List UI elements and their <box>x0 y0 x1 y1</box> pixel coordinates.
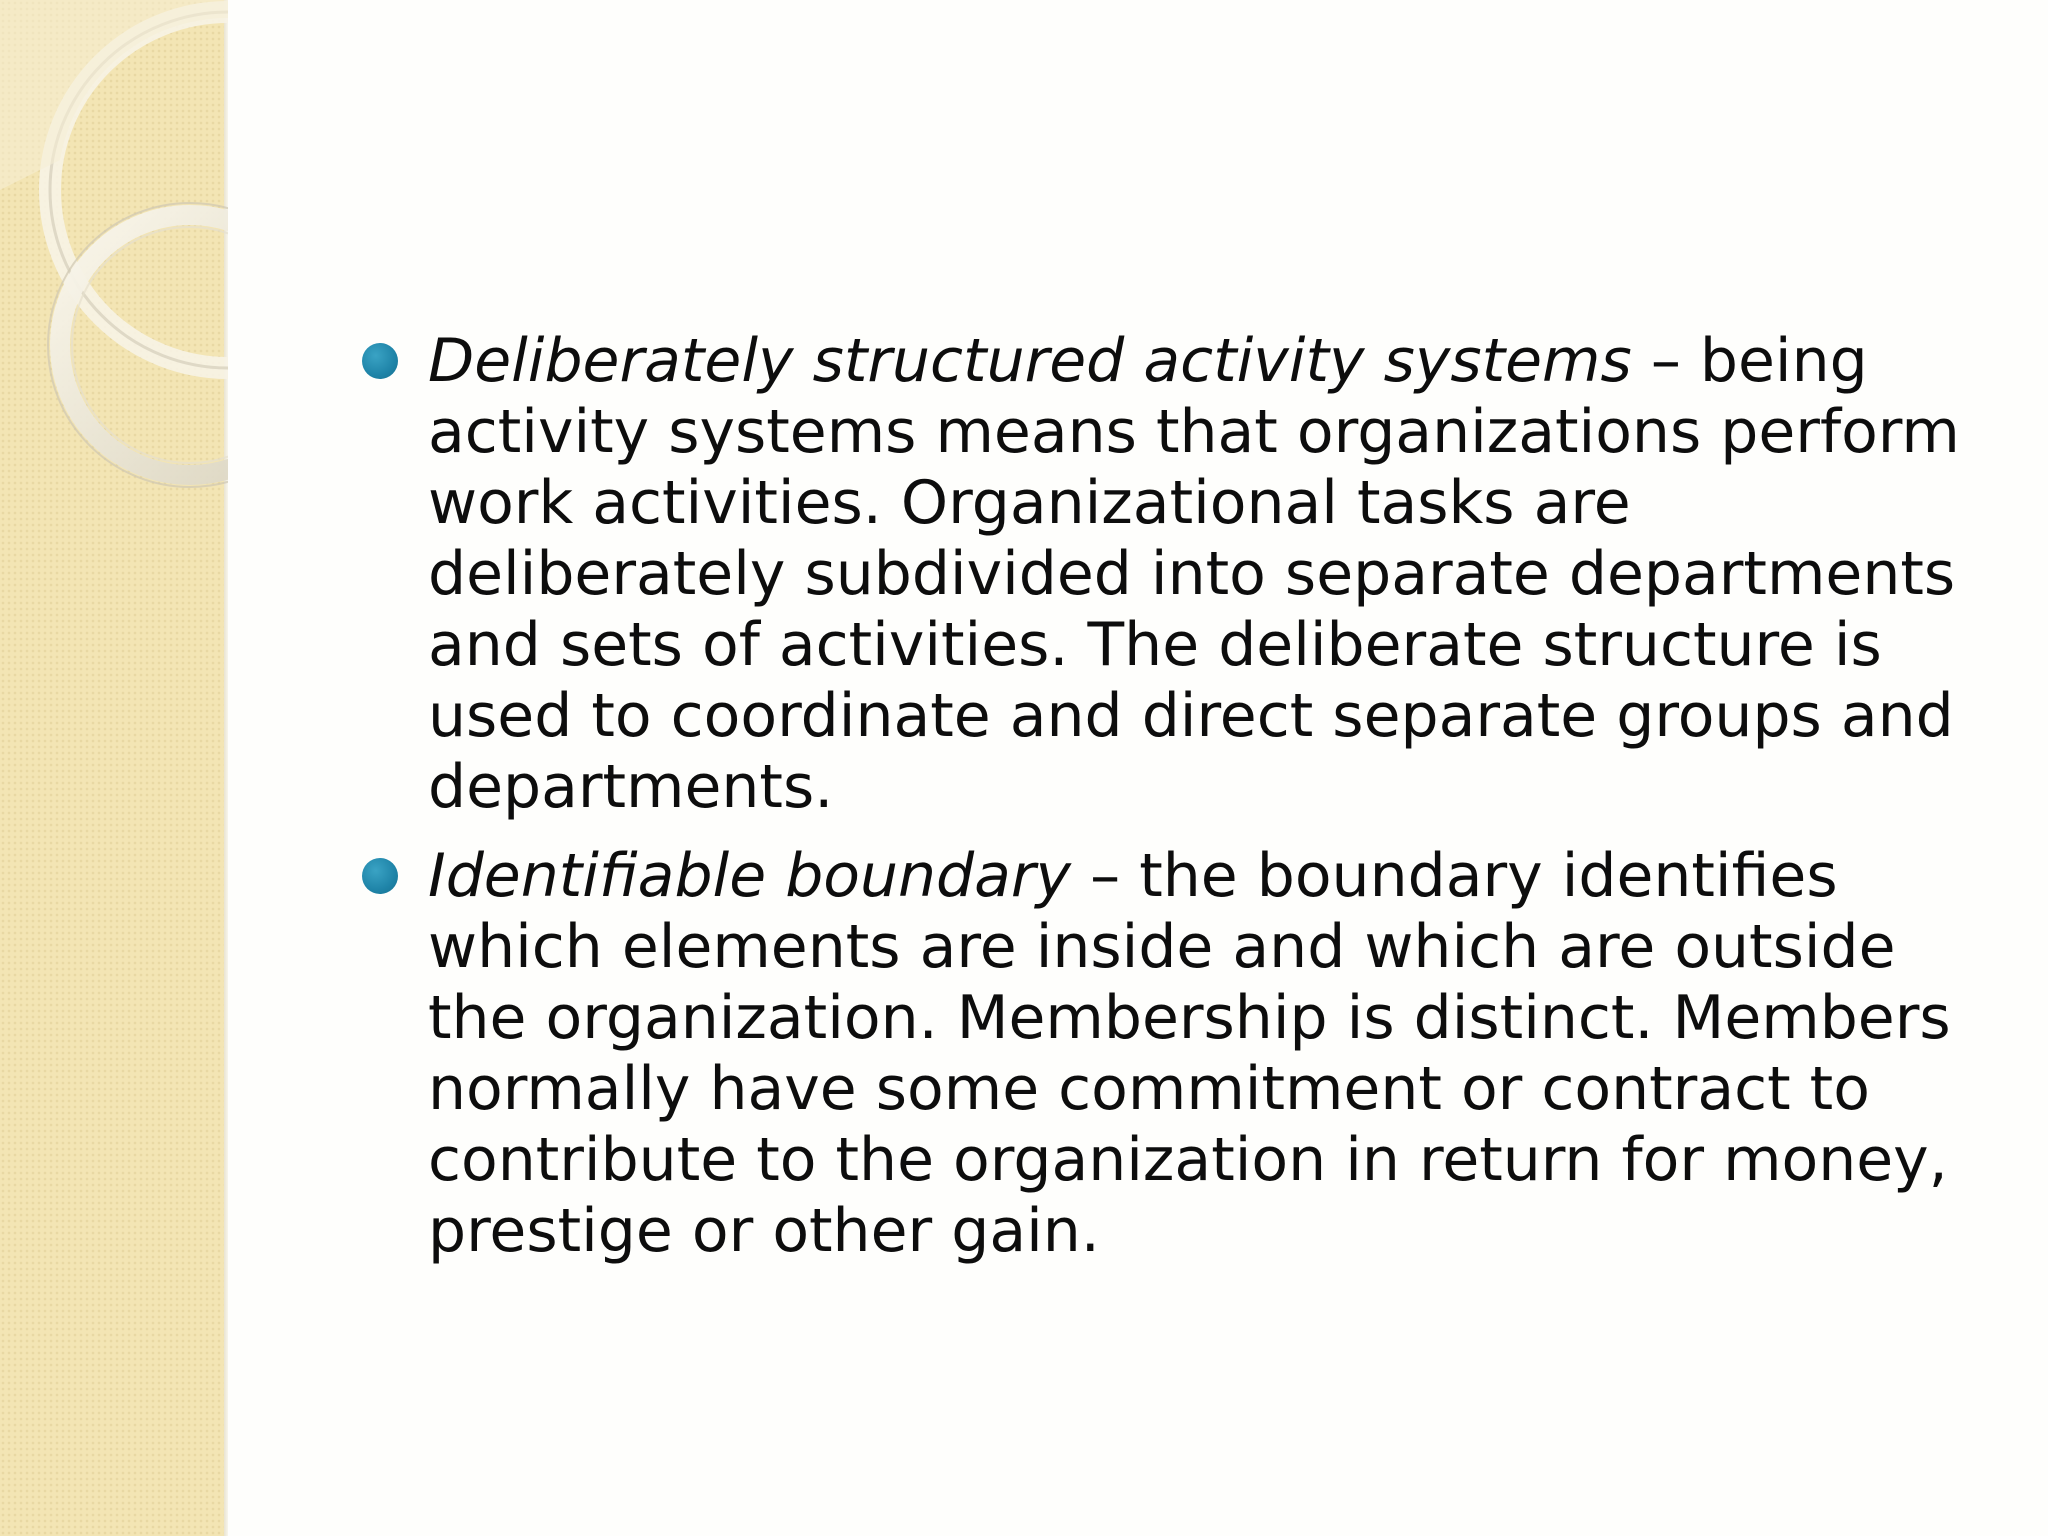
bullet-term: Identifiable boundary <box>428 841 1072 911</box>
bullet-item-activity-systems <box>354 326 1994 823</box>
bullet-text: – being activity systems means that organizations perform work activities. Organizational tasks are deliberately subdivided into separate departments and sets of activities. The deliberate structure is used to coordinate and direct separate groups and departments. <box>428 326 1960 822</box>
bullet-dot-icon <box>362 343 398 379</box>
bullet-item-boundary <box>354 841 1994 1267</box>
bullet-text: – the boundary identifies which elements are inside and which are outside the organization. Membership is distinct. Members normally have some commitment or contract to contribute to the organization in return for money, prestige or other gain. <box>428 841 1951 1266</box>
bullet-term: Deliberately structured activity systems <box>428 326 1632 396</box>
bullet-dot-icon <box>362 858 398 894</box>
bullet-list <box>354 326 1994 1285</box>
concentric-rings-icon <box>0 0 228 520</box>
